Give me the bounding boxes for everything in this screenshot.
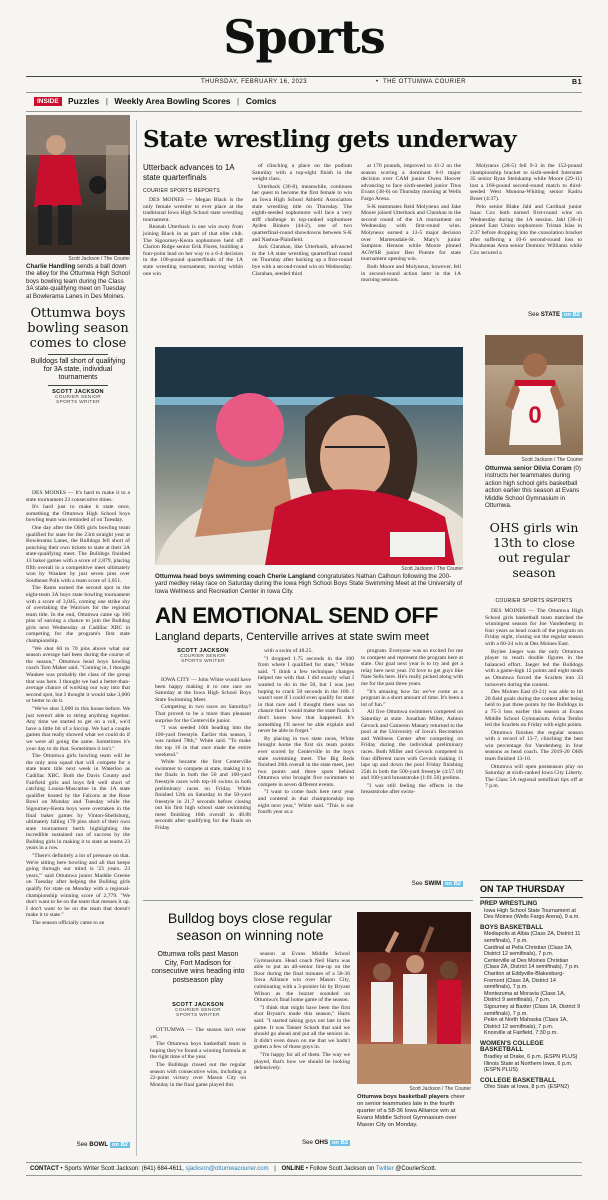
boys-p: The Ottumwa boys basketball team is hoping they've found a winning formula at the right time of the year. (150, 1041, 246, 1061)
swim-photo (155, 347, 463, 565)
wrestling-p: Jack Clarahan, like Utterback, advanced to the 1A state wrestling quarterfinal round on Thursday after backing up a first-round bye with a second-round win on Wednesday. Clarahan, seeded third (252, 244, 352, 277)
swim-p: "I was seeded 16th heading into the 100-yard freestyle. Earlier this season, I was ranked 78th," White said. "To make the top 16 in that race made the entire weekend." (155, 725, 251, 758)
bowling-p: "There's definitely a lot of pressure on that. We're sitting here bowling and all that keeps going through our mind is '23 years. 23 years,'" said Ottumwa junior Maddie Greene on Tuesday after helping the Bulldog girls qualify for state on Monday with a regional-championship winning score of 2,779. "We don't want to be on the team that messes it up. I don't want to be on the team that doesn't make it to state." (26, 853, 130, 919)
swim-p: program. Everyone was so excited for me to compete and represent the program here at state. Our goal next year is to try and get a relay here next year. I'd love to get guys like Nate Sells here. He's really picked along with me for the past three years. (361, 648, 463, 687)
dateline: THURSDAY, FEBRUARY 16, 2023 • THE OTTUMWA COURIER B1 (201, 79, 582, 86)
column-divider (136, 120, 137, 1156)
jump-page-badge: on B2 (111, 1142, 128, 1148)
bulldog-boys-deck: Ottumwa rolls past Mason City, Fort Madison for consecutive wins heading into postseason play (151, 951, 245, 984)
boys-role1: COURIER SENIOR (174, 1008, 222, 1013)
caption-text: (0) instructs her teammates during action high school girls basketball action earlier this season at Evans Middle School Gymnasium in Ottumwa. (485, 465, 581, 510)
bowling-deck: Bulldogs fall short of qualifying for 3A state, individual tournaments (30, 358, 126, 381)
swim-col1 (155, 677, 251, 894)
contact-label: CONTACT (30, 1166, 59, 1172)
jump-key: STATE (540, 311, 561, 318)
twitter-link[interactable]: Twitter (375, 1166, 394, 1172)
swim-col2 (258, 648, 354, 894)
girls-photo-credit: Scott Jackson / The Courier (521, 457, 583, 463)
online-label: ONLINE (281, 1166, 305, 1172)
swim-byline-box (155, 648, 251, 664)
on-tap-item: Iowa High School State Tournament at Des Moines (Wells Fargo Arena), 9 a.m. (484, 907, 580, 921)
bowling-p: The Rams earned the second spot in the eight-team 3A boys state bowling tournament with a score of 3,045, coming one strike shy of overtaking the Warriors for the regional team title. In the end, Ottumwa came up 166 pins of earning a chance to join the Bulldog girls next Wednesday at Cadillac XBC in competing for the program's first state championship. (26, 585, 130, 645)
caption-name: Ottumwa boys basketball players (357, 1094, 449, 1100)
swim-photo-caption (155, 573, 463, 595)
player-illustration (485, 335, 583, 455)
footer-bar (26, 1162, 582, 1176)
on-tap-section-head: COLLEGE BASKETBALL (480, 1076, 556, 1084)
masthead-rule (26, 76, 582, 77)
swim-p: By placing in two state races, White brought home the first six team points ever scored by Centerville in the boys state swimming meet. The Big Reds finished 26th overall in the state meet, just two points and three spots behind Ottumwa who brought five swimmers to compete in seven different events. (258, 735, 354, 788)
jersey-number: 0 (528, 402, 542, 429)
masthead-date: THURSDAY, FEBRUARY 16, 2023 (201, 79, 308, 85)
on-tap-section-head: PREP WRESTLING (480, 900, 538, 907)
on-tap-item: Cardinal at Pella Christian (Class 2A, District 12 semifinals), 7 p.m. (484, 944, 573, 958)
bowling-photo-credit: Scott Jackson / The Courier (68, 256, 130, 262)
on-tap-section-head: BOYS BASKETBALL (480, 923, 544, 931)
girls-bb-body (485, 608, 583, 878)
wrestling-p: Both Moore and Molyneux, however, fell in second-round action later in the 1A morning session. (361, 263, 461, 284)
on-tap-item: Illinois State at Northern Iowa, 6 p.m. (ESPN PLUS) (484, 1060, 573, 1074)
swim-deck: Langland departs, Centerville arrives at state swim meet (155, 631, 429, 643)
bulldog-boys-col1 (150, 1027, 246, 1152)
inside-badge: INSIDE (34, 97, 62, 106)
jump-key: BOWL (89, 1141, 109, 1148)
swim-p: White became the first Centerville swimmer to compete at state, making it to the finals in both the 50 and 100-yard freestyle races with top-16 swims in both preliminary races on Friday. White finished 12th on Saturday in the 50-yard freestyle in 21.7 seconds before closing out his first high school state swimming meet finishing 16th overall in 48.86 seconds after qualifying for the finals on Friday (155, 759, 251, 832)
nav-item-comics[interactable]: Comics (245, 96, 277, 106)
wrestling-p: Reanah Utterback is one win away from joining Black in as part of that elite club. The Sigourney-Keota sophomore held off Clarion Ridge senior Erik Flores, building a four-point lead on her way to a 6-4 decision in the 106-pound quarterfinals of the 1A state wrestling tournament, moving within one win (143, 224, 243, 277)
wrestling-byline: COURIER SPORTS REPORTS (143, 188, 220, 194)
girls-basketball-photo (485, 335, 583, 455)
email-link[interactable]: sjackson@ottumwacourier.com (185, 1166, 269, 1172)
wrestling-p: Pelo senior Blake Jahl and Cardinal junior Isaac Cox both earned first-round wins on Wednesday during the 1A session. Jahl (36-4) pinned East Union sophomore Tristan Islas in 2:37 before dropping into the consolation bracket after suffering a 10-6 second-round loss to Pocahontas Area senior Dominic Williams while Cox secured a (470, 203, 582, 256)
bowling-story (26, 306, 130, 405)
wrestling-col1 (143, 197, 243, 342)
see-label: See (76, 1141, 88, 1148)
contact-text: • Sports Writer Scott Jackson: (641) 684-4611, (58, 1166, 186, 1172)
on-tap-item: Knoxville at Fairfield, 7:30 p.m. (484, 1030, 558, 1037)
masthead-paper: THE OTTUMWA COURIER (383, 79, 466, 85)
bowling-photo-caption (26, 263, 130, 300)
wrestling-col2 (252, 163, 352, 343)
wrestling-headline: State wrestling gets underway (143, 126, 517, 153)
bowling-body (26, 490, 130, 1120)
jump-page-badge: on B2 (563, 312, 580, 318)
team-cheer-illustration (357, 912, 471, 1084)
swim-jump[interactable] (361, 880, 463, 887)
girls-photo-caption (485, 465, 583, 509)
bowling-p: It's hard just to make it state once, something the Ottumwa High School boys bowling team was reminded of on Tuesday. (26, 504, 130, 524)
see-label: See (411, 880, 423, 887)
online-text: • Follow Scott Jackson on (304, 1166, 376, 1172)
on-tap-box (480, 880, 583, 1156)
bulldog-boys-headline: Bulldog boys close regular season on winning note (167, 910, 333, 943)
jump-key: OHS (314, 1139, 329, 1146)
on-tap-item: Mediapolis at Albia (Class 2A, District 11 semifinals), 7 p.m. (484, 931, 581, 944)
girls-bb-headline: OHS girls win 13th to close out regular season (489, 520, 579, 580)
girls-bb-p: Brylee Jaeger was the only Ottumwa player to reach double figures in the balanced effort. Jaeger led the Bulldogs with a game-high 12 points and eight steals as Ottumwa forced the Scarlets into 33 turnovers during the contest. (485, 648, 583, 688)
caption-text: sends a ball down the alley for the Ottumwa High School boys bowling team during the Class 3A state-qualifying meet on Tuesday at Bowlerama Lanes in Des Moines. (26, 263, 130, 300)
wrestling-col3 (361, 163, 461, 343)
on-tap-item: Sigourney at Baxter (Class 1A, District 9 semifinals), 7 p.m. (484, 1003, 581, 1017)
nav-item-puzzles[interactable]: Puzzles (68, 96, 100, 106)
swim-col3 (361, 648, 463, 876)
caption-text: cheer on senior teammates late in the fourth quarter of a 58-36 Iowa Alliance win at Evans Middle School Gymnasium over Mason City on Monday. (357, 1094, 465, 1128)
bowling-byline: SCOTT JACKSON (52, 389, 104, 395)
bowling-p: "We've shot 3,000 in this house before. We just weren't able to string anything together. Any time we started to get on a roll, we'd have a little bit of a hiccup. We had a couple games that really showed what we could do if we were all going the same. Sometimes it's your day to do that. Sometimes it isn't." (26, 706, 130, 752)
page-number: B1 (572, 79, 582, 86)
footer-contact: CONTACT • Sports Writer Scott Jackson: (641) 684-4611, sjackson@ottumwacourier.com | ONLINE • Follow Scott Jackson on Twitter @CourierScott. (30, 1166, 437, 1172)
inside-nav (26, 92, 582, 112)
boys-basketball-photo (357, 912, 471, 1084)
see-label: See (301, 1139, 313, 1146)
swim-p: with a swim of 48.25. (264, 648, 313, 654)
bowling-p: The season officially came to an (32, 920, 105, 926)
wrestling-jump[interactable] (470, 311, 582, 318)
jump-page-badge: on B2 (444, 881, 461, 887)
girls-bb-byline: COURIER SPORTS REPORTS (495, 598, 573, 604)
girls-bb-p: Ottumwa will open postseason play on Saturday at sixth-ranked Iowa City Liberty. The Class 5A regional semifinal tips off at 7 p.m. (485, 763, 583, 790)
swim-byline: SCOTT JACKSON (177, 648, 229, 654)
swim-p: "I dropped 1.75 seconds in the 100 from where I qualified for state," White said. "I think a few technique changes helped me with that. I did exactly what I wanted to do in the 50, but I was just hoping to crack 50 seconds in the 100. I wasn't sure if I could even qualify for state in that race and I thought there was no chance that I would make the state finals. I don't know how that happened. It's something I'll never be able explain and never be able to forget." (258, 655, 354, 735)
caption-name: Ottumwa head boys swimming coach Cherie Langland (155, 573, 316, 580)
on-tap-item: Bradley at Drake, 6 p.m. (ESPN PLUS) (484, 1054, 578, 1061)
bowling-role1: COURIER SENIOR (54, 395, 102, 400)
bowling-headline: Ottumwa boys bowling season comes to close (27, 306, 129, 351)
wrestling-p: S-K teammates Reid Molyneux and Jake Moore joined Utterback and Clarahan in the second round of the 1A tournament on Wednesday with first-round wins. Molyneux earned a 13-5 major decision over Martensdale-St. Mary's junior Sampson Henson while Moore pinned AGWSR junior Ben Puente for state tournament opening win. (361, 203, 461, 263)
boys-role2: SPORTS WRITER (176, 1013, 220, 1018)
on-tap-item: Centerville at Des Moines Christian (Class 2A, District 14 semifinals), 7 p.m. (484, 957, 580, 971)
see-label: See (528, 311, 540, 318)
swim-hug-illustration (155, 347, 463, 565)
on-tap-item: Montezuma at Moravia (Class 1A, District 9 semifinals), 7 p.m. (484, 990, 566, 1004)
on-tap-item: Ohio State at Iowa, 8 p.m. (ESPN2) (484, 1084, 570, 1091)
bulldog-boys-byline-box (150, 1002, 246, 1018)
swim-p: "It's amazing how far we've come as a program in a short amount of time. It's been a lot of fun." (361, 688, 463, 708)
masthead (0, 0, 608, 86)
bowling-p: "We shot 60 to 70 pins above what our season average had been during the course of the season," Ottumwa head boys bowling coach Tom Maher said. "Coming in, I thought Waukee was probably the class of the group that was here. I thought we had a better-than-average chance of working our way into that second spot, but I thought it would take 3,000 or better to do it. (26, 645, 130, 705)
swim-photo-credit: Scott Jackson / The Courier (401, 566, 463, 572)
swim-p: "I was still feeling the effects in the breaststroke after swim- (361, 782, 463, 796)
twitter-handle: @CourierScott. (393, 1166, 437, 1172)
bulldog-boys-jump[interactable] (254, 1139, 350, 1146)
boys-p: The Bulldogs closed out the regular season with consecutive wins, including a 22-point victory over Mason City on Monday in the final game played this (150, 1061, 246, 1088)
girls-bb-p: Ottumwa finishes the regular season with a record of 13-7, clinching the best win percentage for Vandenberg in four seasons as head coach. The 2019-20 OHS team finished 13-10. (485, 729, 583, 763)
wrestling-p: of clinching a place on the podium Saturday with a top-eight finish in the weight class. (252, 163, 352, 183)
caption-text: congratulates Nathan Calhoun following the 200-yard medley relay race on Saturday during the Iowa High School Boys State Swimming Meet at the University of Iowa Wellness and Recreation Center in Iowa City. (155, 573, 463, 595)
swim-role2: SPORTS WRITER (181, 659, 225, 664)
boys-p: season at Evans Middle School Gymnasium. Head coach Neil Harts was able to put an all-senior line-up on the floor during the final minutes of a 58-36 Iowa Alliance win over Mason City, culminating with a 3-pointer hit by Bryant Wilson as the buzzer sounded on Ottumwa's final home game of the season. (254, 951, 350, 1004)
jump-page-badge: on B3 (331, 1140, 348, 1146)
boys-photo-credit: Scott Jackson / The Courier (409, 1086, 471, 1092)
nav-item-bowling-scores[interactable]: Weekly Area Bowling Scores (114, 96, 231, 106)
bowling-p: DES MOINES — It's hard to make it to a state tournament 23 consecutive times. (26, 490, 130, 503)
boys-p: OTTUMWA — The season isn't over yet. (150, 1027, 246, 1040)
wrestling-deck: Utterback advances to 1A state quarterfinals (143, 163, 235, 182)
bowling-p: One day after the OHS girls bowling team qualified for state for the 23rd straight year at Bowlerama Lanes, the Bulldogs fell short of punching their own tickets to state at their 3A state-qualifying meet. The Bulldogs finished 13 baker games with a score of 2,879, placing fifth overall in a competitive meet ultimately won by Waukee by just seven pins over Southeast Polk with a team score of 3,051. (26, 524, 130, 584)
bulldog-boys-col2 (254, 951, 350, 1133)
bowling-p: The Ottumwa girls bowling team will be the only area squad that will compete for a state team title next week in Waterloo as Cadillac XBC. Both the Davis County and Fairfield girls and boys fell well short of catching Louisa-Muscatine in the 1A state qualifier hosted by the Falcons at the Rose Bowl on Monday and Tuesday while the Sigourney-Keota boys were overtaken in the final baker games by Vinton-Shellsburg, ultimately falling 170 pins short of their own state tournament berth highlighting the incredible sustained run of success by the Bulldog girls in making it to state as teams 23 years in a row. (26, 753, 130, 852)
caption-name: Ottumwa senior Olivia Coram (485, 465, 572, 472)
bowling-photo (26, 115, 130, 255)
boys-photo-caption (357, 1094, 471, 1129)
on-tap-section-head: WOMEN'S COLLEGE BASKETBALL (480, 1039, 544, 1054)
inside-items: Puzzles | Weekly Area Bowling Scores | Comics (68, 96, 277, 106)
swim-p: IOWA CITY — John White would have been happy making it to one race on Saturday at the Iowa High School Boys State Swimming Meet. (155, 677, 251, 703)
wrestling-p: Utterback (36-8), meanwhile, continues her quest to become the first female to win an Iowa High School Athletic Association state wrestling title on Thursday. The eighth-seeded sophomore will face a very stiff challenge in top-ranked sophomore Ayden Rinken (44-2), one of two quarterfinal-round showdowns between S-K and Nashua-Plainfield. (252, 183, 352, 243)
bowler-illustration (26, 115, 130, 255)
boys-p: "I think that might have been the first shot Bryant's made this season," Harts said. "I started taking guys out late in the game. It was Tanner Schark that said we should go ahead and put all the seniors in. It didn't even dawn on me that we hadn't gotten a few of those guys in. (254, 1004, 350, 1051)
jump-key: SWIM (424, 880, 442, 887)
swim-headline: AN EMOTIONAL SEND OFF (155, 603, 438, 628)
swim-p: All five Ottumwa swimmers competed on Saturday at state. Jonathan Miller, Ashton Gevock and Cameron Manary returned to the pool at the University of Iowa's Recreation and Wellness Center after competing on Friday during the individual preliminary races. Both Miller and Gevock competed in four different races with Gevock making 11 laps up and down the pool Friday finishing 25th in both the 500-yard freestyle (4:57.18) and 100-yard breaststroke (1:01.56) prelims. (361, 709, 463, 782)
on-tap-item: Pekin at North Mahaska (Class 1A, District 12 semifinals), 7 p.m. (484, 1017, 568, 1030)
caption-name: Charlie Handling (26, 263, 76, 270)
on-tap-list (480, 901, 583, 1091)
swim-p: Competing in two races on Saturday? That proved to be a more than pleasant surprise for the Centerville junior. (155, 704, 251, 724)
girls-bb-p: DES MOINES — The Ottumwa High School girls basketball team matched the winningest season for Joe Vandenberg in four years as head coach of the program on Friday night, closing out the regular season with a 60-24 win at Des Moines East. (485, 608, 583, 647)
boys-byline: SCOTT JACKSON (172, 1002, 224, 1008)
wrestling-p: at 170 pounds, improved to 41-2 on the season scoring a dominant 6-0 major decision over CAM junior Owen Hoover advancing to face sixth-seeded junior Titus Evans (38-6) on Thursday morning at Wells Fargo Arena. (361, 163, 461, 202)
swim-p: "I want to come back here next year and contend in that championship top eight next year," White said. "This is our fourth year as a (258, 789, 354, 816)
on-tap-title: ON TAP THURSDAY (480, 880, 583, 898)
wrestling-p: Molyneux (28-5) fell 9-3 in the 152-pound championship bracket to sixth-seeded Interstate 35 senior Ryan Steinkamp while Moore (29-11) lost a 160-pound second-round match to third-seeded West Monona-Whiting senior Kadru Broer (4:37). (470, 163, 582, 202)
on-tap-item: Chariton at Eddyville-Blakesburg-Fremont (Class 2A, District 14 semifinals), 7 p.m. (484, 970, 564, 991)
girls-bb-p: Des Moines East (0-21) was able to hit 20 field goals during the contest after being held to just three points by the Bulldogs in a 75-3 loss earlier this season at Evans Middle School Gymnasium. Arina Tembo led the Scarlets on Friday with eight points. (485, 689, 583, 729)
masthead-title: Sports (223, 10, 385, 64)
bowling-role2: SPORTS WRITER (56, 400, 100, 405)
swim-role1: COURIER SENIOR (179, 654, 227, 659)
wrestling-col4 (470, 163, 582, 308)
bowling-jump[interactable] (26, 1141, 130, 1148)
wrestling-p: DES MOINES — Megan Black is the only female wrestler to ever place at the traditional Iowa High School state wrestling tournament. (143, 197, 243, 223)
boys-p: "I'm happy for all of them. The way we played, that's how we should be looking defensively. (254, 1051, 350, 1072)
